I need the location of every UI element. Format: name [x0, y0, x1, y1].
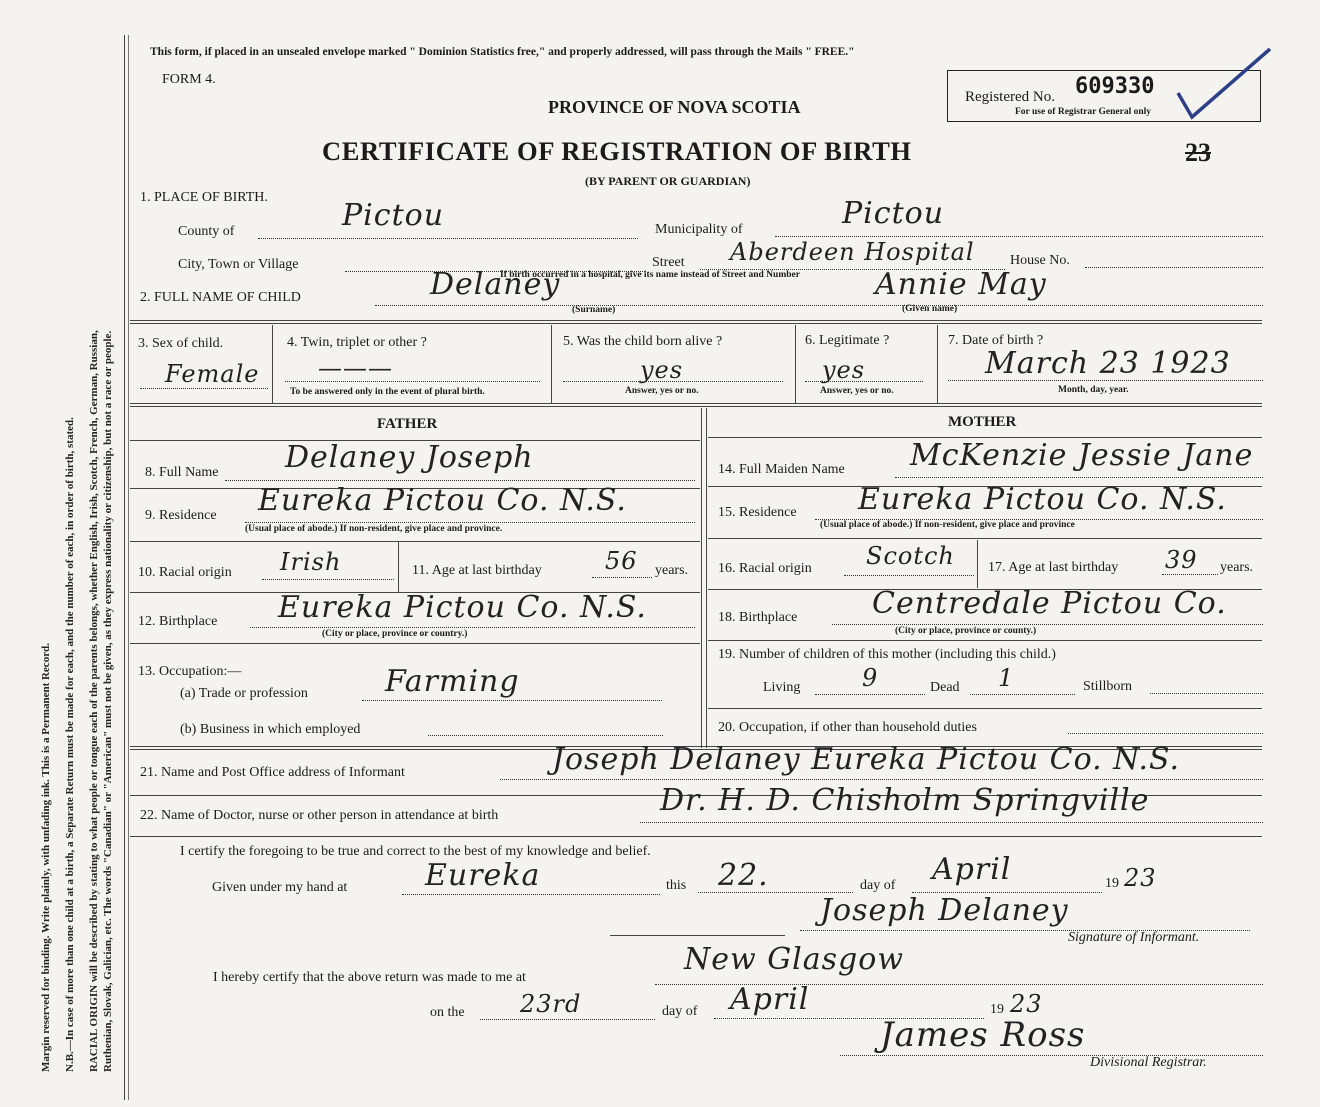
born-alive-line — [563, 381, 783, 382]
mother-birthplace-line — [832, 624, 1263, 625]
father-race-line — [262, 579, 394, 580]
mother-race-line — [844, 575, 974, 576]
parents-divider — [701, 408, 702, 748]
parents-divider-double — [706, 408, 707, 748]
living-label: Living — [763, 680, 801, 695]
margin-note-plural-births: N.B.—In case of more than one child at a birth, a Separate Return must be made for each, and the number of each, in order of birth, stated. — [64, 417, 76, 1072]
child-given-name: Annie May — [875, 267, 1047, 302]
document-subtitle: (BY PARENT OR GUARDIAN) — [585, 174, 751, 188]
margin-note-racial-origin-cont: Ruthenian, Slovak, Galician, etc. The words "Canadian" or "American" must not be given, as they express nationality or citizenship, but not a race or people. — [102, 330, 114, 1072]
mother-residence-label: 15. Residence — [718, 505, 797, 520]
trade-line — [362, 700, 662, 701]
registrar-general-note: For use of Registrar General only — [1015, 107, 1152, 117]
registrar-year-prefix: 19 — [990, 1002, 1004, 1017]
mother-race-value: Scotch — [866, 542, 955, 570]
col-divider — [551, 325, 552, 403]
child-name-line — [375, 305, 1263, 306]
father-residence-value: Eureka Pictou Co. N.S. — [258, 483, 627, 518]
informant-label: 21. Name and Post Office address of Informant — [140, 765, 405, 780]
col-divider — [937, 325, 938, 403]
margin-note-binding: Margin reserved for binding. Write plainly, with unfading ink. This is a Permanent Record. — [40, 643, 52, 1072]
child-surname: Delaney — [430, 267, 561, 302]
twin-note: To be answered only in the event of plural birth. — [290, 387, 485, 397]
this-label: this — [666, 878, 687, 893]
mail-notice: This form, if placed in an unsealed envelope marked " Dominion Statistics free," and properly addressed, will pass through the Mails " FREE." — [150, 46, 855, 58]
dead-label: Dead — [930, 680, 960, 695]
date-of-birth-note: Month, day, year. — [1058, 385, 1129, 395]
mother-residence-note: (Usual place of abode.) If non-resident, give place and province — [820, 520, 1075, 530]
business-line — [428, 735, 663, 736]
municipality-value: Pictou — [842, 196, 945, 231]
informant-signature-caption: Signature of Informant. — [1068, 930, 1200, 945]
father-heading: FATHER — [377, 416, 438, 432]
father-birthplace-note: (City or place, province or country.) — [322, 629, 468, 639]
mother-occupation-label: 20. Occupation, if other than household duties — [718, 720, 977, 735]
mother-birthplace-label: 18. Birthplace — [718, 610, 798, 625]
registrar-dayof-label: day of — [662, 1004, 698, 1019]
mother-age-label: 17. Age at last birthday — [988, 560, 1119, 575]
business-label: (b) Business in which employed — [180, 722, 361, 737]
date-of-birth-label: 7. Date of birth ? — [948, 333, 1044, 348]
given-day-value: 22. — [718, 858, 769, 893]
born-alive-note: Answer, yes or no. — [625, 386, 699, 396]
born-alive-value: yes — [640, 356, 684, 384]
father-birthplace-value: Eureka Pictou Co. N.S. — [278, 590, 647, 625]
registrar-signature-caption: Divisional Registrar. — [1090, 1055, 1207, 1070]
mother-race-label: 16. Racial origin — [718, 561, 812, 576]
father-residence-label: 9. Residence — [145, 508, 217, 523]
living-value: 9 — [862, 664, 879, 692]
sex-line — [140, 388, 268, 389]
mother-heading: MOTHER — [948, 414, 1017, 430]
father-name-label: 8. Full Name — [145, 465, 219, 480]
registrar-day-value: 23rd — [520, 990, 582, 1018]
col-divider — [795, 325, 796, 403]
col-divider — [398, 542, 399, 592]
col-divider — [272, 325, 273, 403]
father-race-value: Irish — [280, 548, 342, 576]
city-label: City, Town or Village — [178, 257, 299, 272]
check-mark-icon — [1170, 45, 1280, 125]
living-line — [815, 694, 925, 695]
registrar-month-value: April — [730, 982, 810, 1017]
father-age-unit: years. — [655, 563, 689, 578]
county-value: Pictou — [342, 198, 445, 233]
section-rule — [130, 403, 1262, 404]
section-rule-double — [130, 406, 1262, 407]
father-birthplace-label: 12. Birthplace — [138, 614, 218, 629]
dead-line — [970, 694, 1075, 695]
twin-line — [285, 381, 540, 382]
child-name-label: 2. FULL NAME OF CHILD — [140, 290, 301, 305]
section-rule-double — [130, 323, 1262, 324]
street-label: Street — [652, 255, 685, 270]
registrar-onthe-label: on the — [430, 1005, 465, 1020]
section-rule — [130, 320, 1262, 321]
street-value: Aberdeen Hospital — [730, 238, 975, 266]
legitimate-value: yes — [822, 356, 866, 384]
mother-residence-value: Eureka Pictou Co. N.S. — [858, 482, 1227, 517]
county-line — [258, 238, 638, 239]
sex-value: Female — [165, 360, 260, 388]
hospital-note: If birth occurred in a hospital, give its name instead of Street and Number — [500, 270, 800, 280]
row-rule — [130, 643, 700, 644]
father-birthplace-line — [250, 627, 695, 628]
mother-age-value: 39 — [1165, 546, 1198, 574]
certify-statement: I certify the foregoing to be true and correct to the best of my knowledge and belief. — [180, 844, 651, 859]
doctor-label: 22. Name of Doctor, nurse or other person in attendance at birth — [140, 808, 499, 823]
twin-label: 4. Twin, triplet or other ? — [287, 335, 427, 350]
document-title: CERTIFICATE OF REGISTRATION OF BIRTH — [322, 136, 912, 166]
doctor-line — [640, 822, 1263, 823]
province-heading: PROVINCE OF NOVA SCOTIA — [548, 97, 801, 117]
mother-birthplace-note: (City or place, province or county.) — [895, 626, 1037, 636]
place-of-birth-heading: 1. PLACE OF BIRTH. — [140, 190, 268, 205]
registrar-signature: James Ross — [880, 1015, 1086, 1055]
row-rule — [708, 708, 1262, 709]
registrar-place-value: New Glasgow — [684, 942, 905, 977]
mother-birthplace-value: Centredale Pictou Co. — [872, 586, 1227, 621]
mother-name-label: 14. Full Maiden Name — [718, 462, 845, 477]
dead-value: 1 — [998, 664, 1015, 692]
house-number-label: House No. — [1010, 253, 1070, 268]
sex-label: 3. Sex of child. — [138, 336, 224, 351]
municipality-line — [775, 236, 1263, 237]
margin-note-racial-origin: RACIAL ORIGIN will be described by stating to what people or tongue each of the parents belongs, whether English, Irish, Scotch, French, German, Russian, — [88, 330, 100, 1072]
section-rule — [130, 836, 1262, 837]
mother-name-value: McKenzie Jessie Jane — [910, 438, 1254, 473]
trade-label: (a) Trade or profession — [180, 686, 308, 701]
row-rule — [708, 640, 1262, 641]
corner-mark: 23 — [1185, 138, 1211, 167]
given-name-caption: (Given name) — [902, 304, 958, 314]
informant-signature: Joseph Delaney — [820, 893, 1069, 928]
margin-divider-inner — [128, 35, 129, 1100]
father-age-value: 56 — [605, 547, 638, 575]
given-place-value: Eureka — [425, 858, 541, 893]
given-year-suffix: 23 — [1124, 864, 1157, 892]
given-under-label: Given under my hand at — [212, 880, 348, 895]
registrar-statement: I hereby certify that the above return was made to me at — [213, 970, 526, 985]
surname-caption: (Surname) — [572, 305, 616, 315]
informant-value: Joseph Delaney Eureka Pictou Co. N.S. — [552, 742, 1181, 777]
given-year-prefix: 19 — [1105, 876, 1119, 891]
col-divider — [977, 540, 978, 588]
house-number-line — [1085, 267, 1263, 268]
row-rule — [130, 541, 700, 542]
mother-name-line — [895, 477, 1263, 478]
father-occupation-label: 13. Occupation:— — [138, 664, 242, 679]
registrar-day-line — [480, 1019, 655, 1020]
legitimate-note: Answer, yes or no. — [820, 386, 894, 396]
date-of-birth-line — [948, 380, 1263, 381]
date-of-birth-value: March 23 1923 — [985, 346, 1231, 381]
mother-occupation-line — [1068, 733, 1263, 734]
given-dayof-label: day of — [860, 878, 896, 893]
father-age-label: 11. Age at last birthday — [412, 563, 542, 578]
father-age-line — [592, 577, 652, 578]
given-month-value: April — [932, 852, 1012, 887]
registrar-year-suffix: 23 — [1010, 990, 1043, 1018]
father-race-label: 10. Racial origin — [138, 565, 232, 580]
stillborn-label: Stillborn — [1083, 679, 1133, 694]
county-label: County of — [178, 224, 235, 239]
doctor-value: Dr. H. D. Chisholm Springville — [660, 783, 1150, 818]
informant-line — [500, 779, 1263, 780]
children-count-label: 19. Number of children of this mother (including this child.) — [718, 647, 1056, 662]
signature-line-short — [610, 935, 785, 936]
mother-age-unit: years. — [1220, 560, 1254, 575]
father-name-line — [225, 480, 695, 481]
municipality-label: Municipality of — [655, 222, 743, 237]
registered-label: Registered No. — [965, 89, 1055, 105]
father-residence-note: (Usual place of abode.) If non-resident, give place and province. — [245, 524, 503, 534]
legitimate-line — [805, 381, 923, 382]
trade-value: Farming — [385, 664, 520, 699]
father-name-value: Delaney Joseph — [285, 440, 534, 475]
legitimate-label: 6. Legitimate ? — [805, 333, 890, 348]
father-residence-line — [245, 522, 695, 523]
mother-age-line — [1162, 574, 1218, 575]
born-alive-label: 5. Was the child born alive ? — [563, 334, 723, 349]
row-rule — [708, 538, 1262, 539]
registered-number: 609330 — [1075, 74, 1155, 99]
stillborn-line — [1150, 693, 1263, 694]
given-place-line — [402, 894, 660, 895]
margin-divider — [124, 35, 125, 1100]
twin-value: ——— — [318, 354, 393, 382]
form-number: FORM 4. — [162, 72, 216, 87]
